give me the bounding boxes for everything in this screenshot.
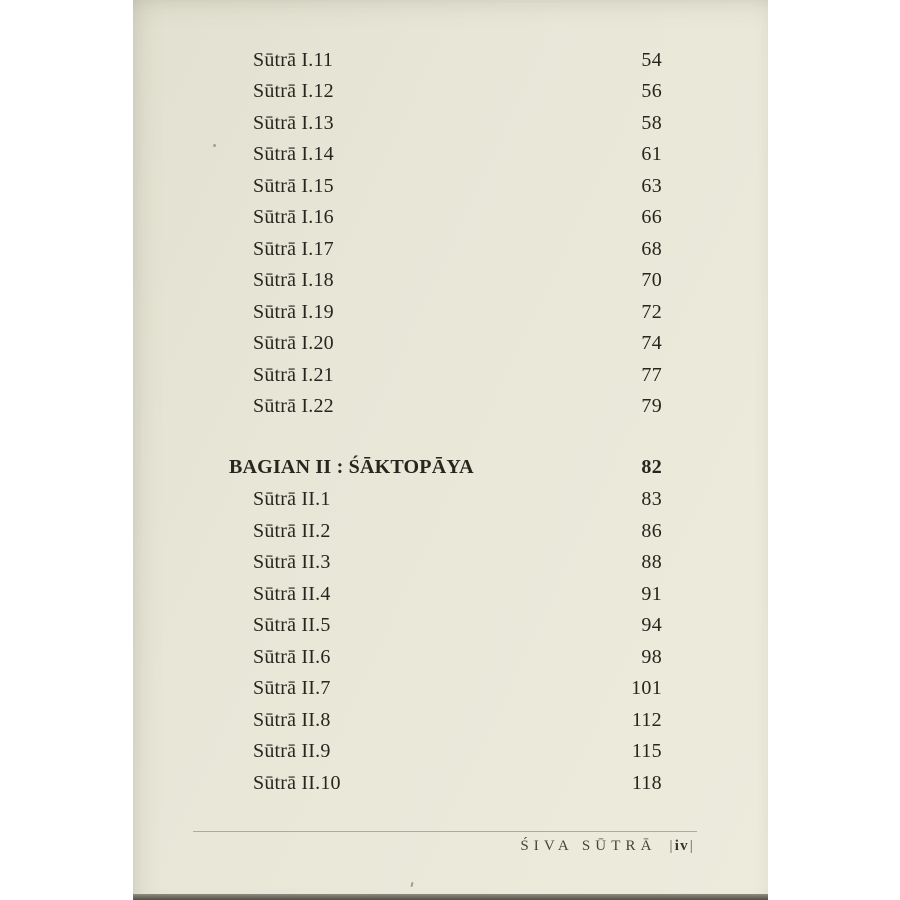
toc-entry-page: 77 (641, 363, 662, 386)
toc-row (229, 610, 662, 641)
footer-folio-group (669, 838, 695, 854)
toc-section-heading-page: 82 (641, 456, 662, 479)
footer-rule (193, 831, 697, 832)
toc-entry-label: Sūtrā I.14 (253, 143, 334, 166)
toc-row (229, 297, 662, 328)
toc-row (229, 391, 662, 422)
toc-row (229, 171, 662, 202)
toc-entry-page: 74 (641, 332, 662, 355)
toc-entry-label: Sūtrā I.16 (253, 206, 334, 229)
toc-row (229, 202, 662, 233)
toc-entry-page: 88 (641, 551, 662, 574)
toc-entry-page: 54 (641, 49, 662, 71)
toc-entry-page: 79 (641, 394, 662, 417)
toc-entry-label: Sūtrā II.4 (253, 582, 331, 605)
toc-entry-page: 56 (641, 80, 662, 103)
toc-entry-label: Sūtrā I.18 (253, 269, 334, 292)
toc-row (229, 705, 662, 736)
toc-entry-page: 86 (641, 519, 662, 542)
table-of-contents (229, 45, 662, 799)
toc-entry-label: Sūtrā II.3 (253, 551, 331, 574)
toc-entry-page: 118 (631, 771, 662, 794)
toc-row (229, 673, 662, 704)
toc-entry-page: 115 (631, 740, 662, 763)
toc-row (229, 265, 662, 296)
toc-entry-label: Sūtrā I.12 (253, 80, 334, 103)
toc-section-heading-label: BAGIAN II : ŚĀKTOPĀYA (229, 456, 474, 479)
toc-row (229, 76, 662, 107)
toc-entry-page: 83 (641, 488, 662, 511)
toc-entry-label: Sūtrā I.20 (253, 332, 334, 355)
toc-entry-label: Sūtrā I.21 (253, 363, 334, 386)
toc-entry-page: 58 (641, 111, 662, 134)
toc-entry-label: Sūtrā I.15 (253, 174, 334, 197)
toc-entry-label: Sūtrā II.6 (253, 645, 331, 668)
toc-entry-page: 101 (631, 677, 662, 700)
toc-entry-label: Sūtrā II.1 (253, 488, 331, 511)
toc-row (229, 45, 662, 76)
running-footer (520, 838, 695, 855)
toc-entry-page: 98 (641, 645, 662, 668)
toc-entry-page: 66 (641, 206, 662, 229)
toc-entry-page: 112 (631, 708, 662, 731)
toc-entry-label: Sūtrā II.2 (253, 519, 331, 542)
toc-row (229, 139, 662, 170)
toc-entry-page: 63 (641, 174, 662, 197)
footer-page-number: iv (674, 838, 689, 854)
toc-entry-page: 61 (641, 143, 662, 166)
toc-entry-label: Sūtrā II.10 (253, 771, 341, 794)
toc-entry-label: Sūtrā II.7 (253, 677, 331, 700)
toc-row (229, 108, 662, 139)
paper-speck (213, 144, 216, 147)
toc-row (229, 579, 662, 610)
toc-entry-page: 68 (641, 237, 662, 260)
footer-pipe-right: | (689, 838, 694, 854)
footer-book-title: ŚIVA SŪTRĀ (520, 838, 657, 854)
toc-entry-label: Sūtrā II.8 (253, 708, 331, 731)
toc-row (229, 360, 662, 391)
toc-entry-page: 91 (641, 582, 662, 605)
toc-row (229, 484, 662, 515)
section-gap (229, 422, 662, 450)
toc-row (229, 547, 662, 578)
toc-entry-label: Sūtrā II.5 (253, 614, 331, 637)
toc-entry-label: Sūtrā I.13 (253, 111, 334, 134)
toc-entry-page: 70 (641, 269, 662, 292)
page-bottom-edge (133, 894, 768, 900)
toc-row (229, 736, 662, 767)
toc-row (229, 328, 662, 359)
toc-row (229, 642, 662, 673)
toc-entry-label: Sūtrā I.17 (253, 237, 334, 260)
toc-row (229, 768, 662, 799)
toc-row (229, 516, 662, 547)
toc-entry-page: 72 (641, 300, 662, 323)
toc-section-heading (229, 450, 662, 484)
toc-entry-label: Sūtrā I.11 (253, 49, 334, 71)
paper-speck (410, 882, 413, 887)
toc-entry-label: Sūtrā I.22 (253, 394, 334, 417)
toc-entry-label: Sūtrā II.9 (253, 740, 331, 763)
footer-pipe-left: | (669, 838, 674, 854)
toc-entry-page: 94 (641, 614, 662, 637)
toc-entry-label: Sūtrā I.19 (253, 300, 334, 323)
book-page (133, 0, 768, 900)
toc-row (229, 234, 662, 265)
